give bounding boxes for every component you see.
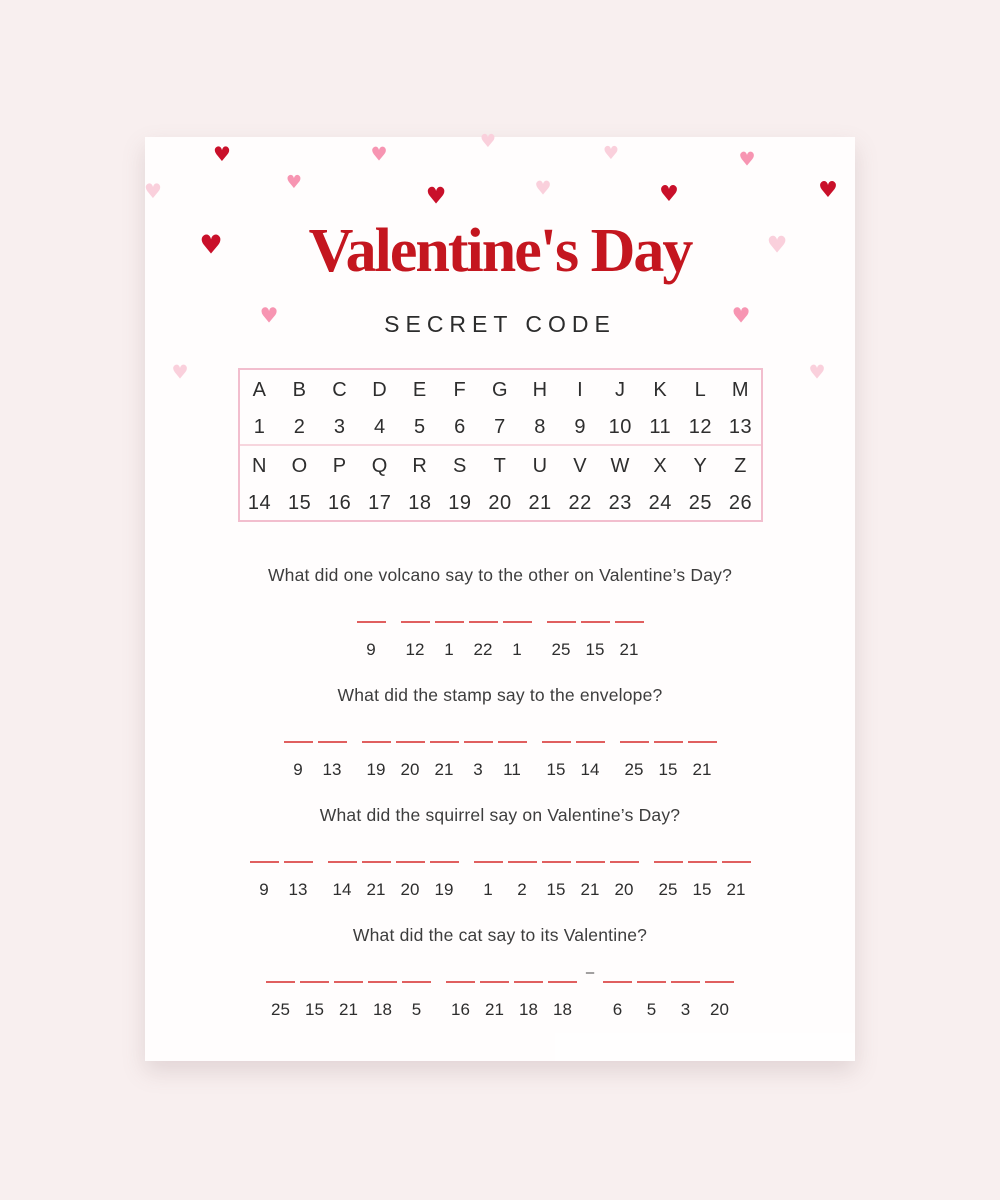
code-table-block <box>240 444 761 520</box>
answer-slot <box>250 861 279 901</box>
answer-word-group <box>542 741 605 781</box>
answer-blank-line <box>576 861 605 863</box>
heart-icon: ♥ <box>808 361 826 384</box>
answer-number: 21 <box>434 760 454 780</box>
answer-blank-line <box>300 981 329 983</box>
code-letter: V <box>573 454 588 477</box>
answer-blank-line <box>266 981 295 983</box>
answer-slot <box>654 741 683 781</box>
answer-slot <box>514 981 543 1021</box>
answer-slot <box>498 741 527 781</box>
answer-word-group <box>654 861 751 901</box>
code-letter: R <box>412 454 428 477</box>
answer-number: 21 <box>366 880 386 900</box>
code-number: 26 <box>728 491 753 514</box>
answer-number: 21 <box>726 880 746 900</box>
code-number: 6 <box>454 415 466 438</box>
answer-slot <box>446 981 475 1021</box>
code-letter: J <box>614 378 626 401</box>
answer-blank-line <box>430 861 459 863</box>
answer-word-group <box>328 861 459 901</box>
answer-slot <box>334 981 363 1021</box>
answer-number: 21 <box>692 760 712 780</box>
answer-slot <box>435 621 464 661</box>
code-letter: S <box>452 454 467 477</box>
code-number: 19 <box>448 491 472 514</box>
answer-blank-line <box>284 741 313 743</box>
answer-slot <box>671 981 700 1021</box>
code-number: 13 <box>728 415 753 438</box>
question-text: What did one volcano say to the other on Valentine’s Day? <box>267 565 733 586</box>
answer-blank-line <box>480 981 509 983</box>
empty-number-cell <box>588 999 593 1021</box>
answer-blank-line <box>547 621 576 623</box>
heart-icon: ♥ <box>766 232 788 259</box>
answer-number: 15 <box>692 880 712 900</box>
code-letter: K <box>653 378 668 401</box>
code-letter: O <box>291 454 308 477</box>
answer-slot <box>474 861 503 901</box>
answer-number: 25 <box>658 880 678 900</box>
answer-slot <box>688 741 717 781</box>
answer-slot <box>284 741 313 781</box>
answer-slot <box>654 861 683 901</box>
answer-number: 3 <box>473 760 483 780</box>
answer-slot <box>722 861 751 901</box>
answer-word-group <box>266 981 431 1021</box>
code-letter: W <box>610 454 630 477</box>
answer-number: 5 <box>646 1000 657 1020</box>
answer-blank-line <box>328 861 357 863</box>
answer-slot <box>300 981 329 1021</box>
heart-icon: ♥ <box>259 303 279 328</box>
answer-blank-line <box>688 861 717 863</box>
answer-number: 14 <box>332 880 352 900</box>
question-text: What did the squirrel say on Valentine’s Day? <box>319 805 681 826</box>
code-letter: C <box>332 378 348 401</box>
code-number: 22 <box>568 491 592 514</box>
question-block <box>145 683 855 781</box>
answer-number: 15 <box>585 640 605 660</box>
code-number: 16 <box>328 491 352 514</box>
answer-number: 1 <box>483 880 493 900</box>
answer-slot <box>368 981 397 1021</box>
code-number: 12 <box>688 415 712 438</box>
question-block <box>145 923 855 1021</box>
answer-number: 13 <box>288 880 308 900</box>
code-number: 15 <box>287 491 312 514</box>
answer-blank-line <box>603 981 632 983</box>
hyphen-glyph: – <box>585 964 595 982</box>
question-text: What did the cat say to its Valentine? <box>352 925 648 946</box>
answer-blank-line <box>401 621 430 623</box>
code-letter: H <box>532 378 548 401</box>
code-letter: N <box>252 454 267 477</box>
answer-number: 21 <box>485 1000 504 1020</box>
code-number: 14 <box>247 491 272 514</box>
answer-blank-line <box>474 861 503 863</box>
answer-blank-line <box>548 981 577 983</box>
code-letter: T <box>493 454 507 477</box>
answer-number: 18 <box>553 1000 572 1020</box>
hyphen-mark <box>582 964 598 1021</box>
answer-slot <box>469 621 498 661</box>
code-letter: L <box>694 378 707 401</box>
answer-word-group <box>250 861 313 901</box>
answer-number: 11 <box>503 760 521 780</box>
answer-blank-line <box>368 981 397 983</box>
answer-slot <box>480 981 509 1021</box>
answer-blank-line <box>402 981 431 983</box>
code-table-letters-row <box>240 446 761 486</box>
answer-blank-line <box>503 621 532 623</box>
answer-blank-line <box>542 741 571 743</box>
answer-blank-line <box>514 981 543 983</box>
code-number: 24 <box>648 491 672 514</box>
answer-blank-line <box>654 741 683 743</box>
answer-slot <box>615 621 644 661</box>
code-number: 10 <box>608 415 632 438</box>
answer-word-group <box>474 861 639 901</box>
answer-number: 6 <box>612 1000 623 1020</box>
answer-word-group <box>547 621 644 661</box>
answer-blank-line <box>705 981 734 983</box>
code-table-block <box>240 370 761 444</box>
answer-blank-line <box>688 741 717 743</box>
answer-blank-line <box>615 621 644 623</box>
heart-icon: ♥ <box>534 177 552 200</box>
answer-number: 20 <box>614 880 634 900</box>
answer-number: 15 <box>546 880 566 900</box>
hyphen-holder <box>582 964 598 983</box>
code-number: 7 <box>494 415 506 438</box>
answer-slot <box>542 741 571 781</box>
answer-blank-line <box>357 621 386 623</box>
code-number: 23 <box>608 491 632 514</box>
heart-icon: ♥ <box>425 183 447 210</box>
code-number: 21 <box>528 491 552 514</box>
answer-slot <box>464 741 493 781</box>
heart-icon: ♥ <box>285 172 303 194</box>
answer-blank-line <box>250 861 279 863</box>
answer-number: 18 <box>519 1000 538 1020</box>
answer-word-group <box>357 621 386 661</box>
answer-number: 25 <box>624 760 644 780</box>
answer-number: 21 <box>580 880 600 900</box>
answer-number: 16 <box>451 1000 470 1020</box>
answer-slot <box>318 741 347 781</box>
answer-slot <box>547 621 576 661</box>
answer-blank-line <box>435 621 464 623</box>
answer-slot <box>688 861 717 901</box>
question-text: What did the stamp say to the envelope? <box>337 685 663 706</box>
code-letter: I <box>577 378 584 401</box>
heart-icon: ♥ <box>479 131 497 153</box>
answer-slot <box>362 861 391 901</box>
code-number: 9 <box>574 415 586 438</box>
code-number: 5 <box>414 415 426 438</box>
code-table-letters-row <box>240 370 761 410</box>
heart-icon: ♥ <box>818 177 838 203</box>
answer-number: 2 <box>517 880 527 900</box>
answer-number: 15 <box>546 760 566 780</box>
code-number: 20 <box>488 491 512 514</box>
code-table-numbers-row <box>240 410 761 444</box>
answer-number: 1 <box>512 640 522 660</box>
answer-slot <box>576 741 605 781</box>
answer-row <box>145 964 855 1021</box>
answer-slot <box>284 861 313 901</box>
answer-blank-line <box>362 861 391 863</box>
answer-blank-line <box>284 861 313 863</box>
answer-blank-line <box>581 621 610 623</box>
answer-slot <box>548 981 577 1021</box>
answer-slot <box>430 741 459 781</box>
answer-number: 9 <box>366 640 376 660</box>
answer-blank-line <box>654 861 683 863</box>
code-number: 8 <box>534 415 546 438</box>
code-letter: U <box>532 454 548 477</box>
answer-slot <box>603 981 632 1021</box>
answer-number: 15 <box>658 760 678 780</box>
heart-icon: ♥ <box>731 303 751 328</box>
answer-blank-line <box>446 981 475 983</box>
answer-number: 1 <box>444 640 454 660</box>
code-number: 11 <box>649 415 672 438</box>
code-number: 17 <box>368 491 392 514</box>
answer-word-group <box>362 741 527 781</box>
page-title: Valentine's Day <box>308 217 692 285</box>
answer-number: 14 <box>580 760 600 780</box>
answer-slot <box>542 861 571 901</box>
answer-word-group <box>284 741 347 781</box>
answer-blank-line <box>610 861 639 863</box>
answer-number: 13 <box>322 760 342 780</box>
page-sheen <box>555 1033 855 1061</box>
heart-icon: ♥ <box>659 181 679 207</box>
code-letter: G <box>491 378 509 401</box>
answer-slot <box>396 861 425 901</box>
answer-slot <box>430 861 459 901</box>
answer-blank-line <box>542 861 571 863</box>
answer-number: 19 <box>434 880 454 900</box>
code-letter: Z <box>734 454 747 477</box>
answer-slot <box>705 981 734 1021</box>
answer-blank-line <box>396 741 425 743</box>
answer-blank-line <box>469 621 498 623</box>
answer-number: 20 <box>400 760 420 780</box>
answer-word-group <box>401 621 532 661</box>
heart-icon: ♥ <box>199 230 223 261</box>
answer-blank-line <box>334 981 363 983</box>
code-number: 25 <box>688 491 712 514</box>
heart-icon: ♥ <box>144 179 162 203</box>
answer-row <box>145 741 855 781</box>
heart-icon: ♥ <box>738 148 756 171</box>
code-letter: A <box>252 378 267 401</box>
code-table-numbers-row <box>240 486 761 520</box>
answer-slot <box>637 981 666 1021</box>
answer-blank-line <box>362 741 391 743</box>
answer-blank-line <box>671 981 700 983</box>
answer-slot <box>401 621 430 661</box>
answer-number: 5 <box>411 1000 422 1020</box>
answer-slot <box>362 741 391 781</box>
code-number: 18 <box>408 491 432 514</box>
answer-number: 19 <box>366 760 386 780</box>
answer-blank-line <box>430 741 459 743</box>
answer-number: 20 <box>400 880 420 900</box>
questions-section <box>145 563 855 1021</box>
code-number: 4 <box>373 415 386 438</box>
answer-number: 3 <box>680 1000 691 1020</box>
code-letter: Q <box>371 454 388 477</box>
heart-icon: ♥ <box>602 143 620 165</box>
answer-blank-line <box>498 741 527 743</box>
code-letter: D <box>372 378 388 401</box>
code-letter: F <box>453 378 467 401</box>
answer-blank-line <box>508 861 537 863</box>
answer-number: 21 <box>619 640 639 660</box>
answer-number: 25 <box>271 1000 290 1020</box>
answer-blank-line <box>722 861 751 863</box>
heart-icon: ♥ <box>213 142 231 166</box>
answer-blank-line <box>396 861 425 863</box>
question-block <box>145 803 855 901</box>
answer-slot <box>620 741 649 781</box>
code-letter: Y <box>693 454 708 477</box>
code-letter: M <box>731 378 750 401</box>
page-subtitle: SECRET CODE <box>384 311 616 338</box>
answer-number: 9 <box>259 880 269 900</box>
answer-slot <box>266 981 295 1021</box>
answer-blank-line <box>576 741 605 743</box>
answer-number: 25 <box>551 640 571 660</box>
code-letter: B <box>292 378 307 401</box>
answer-blank-line <box>464 741 493 743</box>
heart-icon: ♥ <box>171 361 189 384</box>
answer-number: 21 <box>339 1000 358 1020</box>
answer-slot <box>503 621 532 661</box>
code-number: 2 <box>293 415 306 438</box>
answer-blank-line <box>637 981 666 983</box>
letter-number-code-table <box>238 368 763 522</box>
answer-slot <box>508 861 537 901</box>
code-number: 1 <box>253 415 266 438</box>
answer-word-group <box>446 964 734 1021</box>
code-number: 3 <box>333 415 346 438</box>
heart-icon: ♥ <box>370 143 388 166</box>
answer-blank-line <box>620 741 649 743</box>
answer-blank-line <box>318 741 347 743</box>
question-block <box>145 563 855 661</box>
answer-word-group <box>620 741 717 781</box>
answer-slot <box>328 861 357 901</box>
answer-slot <box>581 621 610 661</box>
answer-slot <box>576 861 605 901</box>
code-letter: E <box>412 378 427 401</box>
answer-number: 15 <box>305 1000 324 1020</box>
answer-number: 20 <box>710 1000 729 1020</box>
answer-row <box>145 621 855 661</box>
answer-slot <box>396 741 425 781</box>
answer-number: 22 <box>473 640 493 660</box>
answer-slot <box>402 981 431 1021</box>
worksheet-page <box>144 131 855 1061</box>
answer-row <box>145 861 855 901</box>
answer-slot <box>357 621 386 661</box>
code-letter: P <box>332 454 347 477</box>
answer-number: 18 <box>373 1000 392 1020</box>
code-letter: X <box>653 454 668 477</box>
answer-slot <box>610 861 639 901</box>
answer-number: 9 <box>293 760 303 780</box>
answer-number: 12 <box>405 640 425 660</box>
